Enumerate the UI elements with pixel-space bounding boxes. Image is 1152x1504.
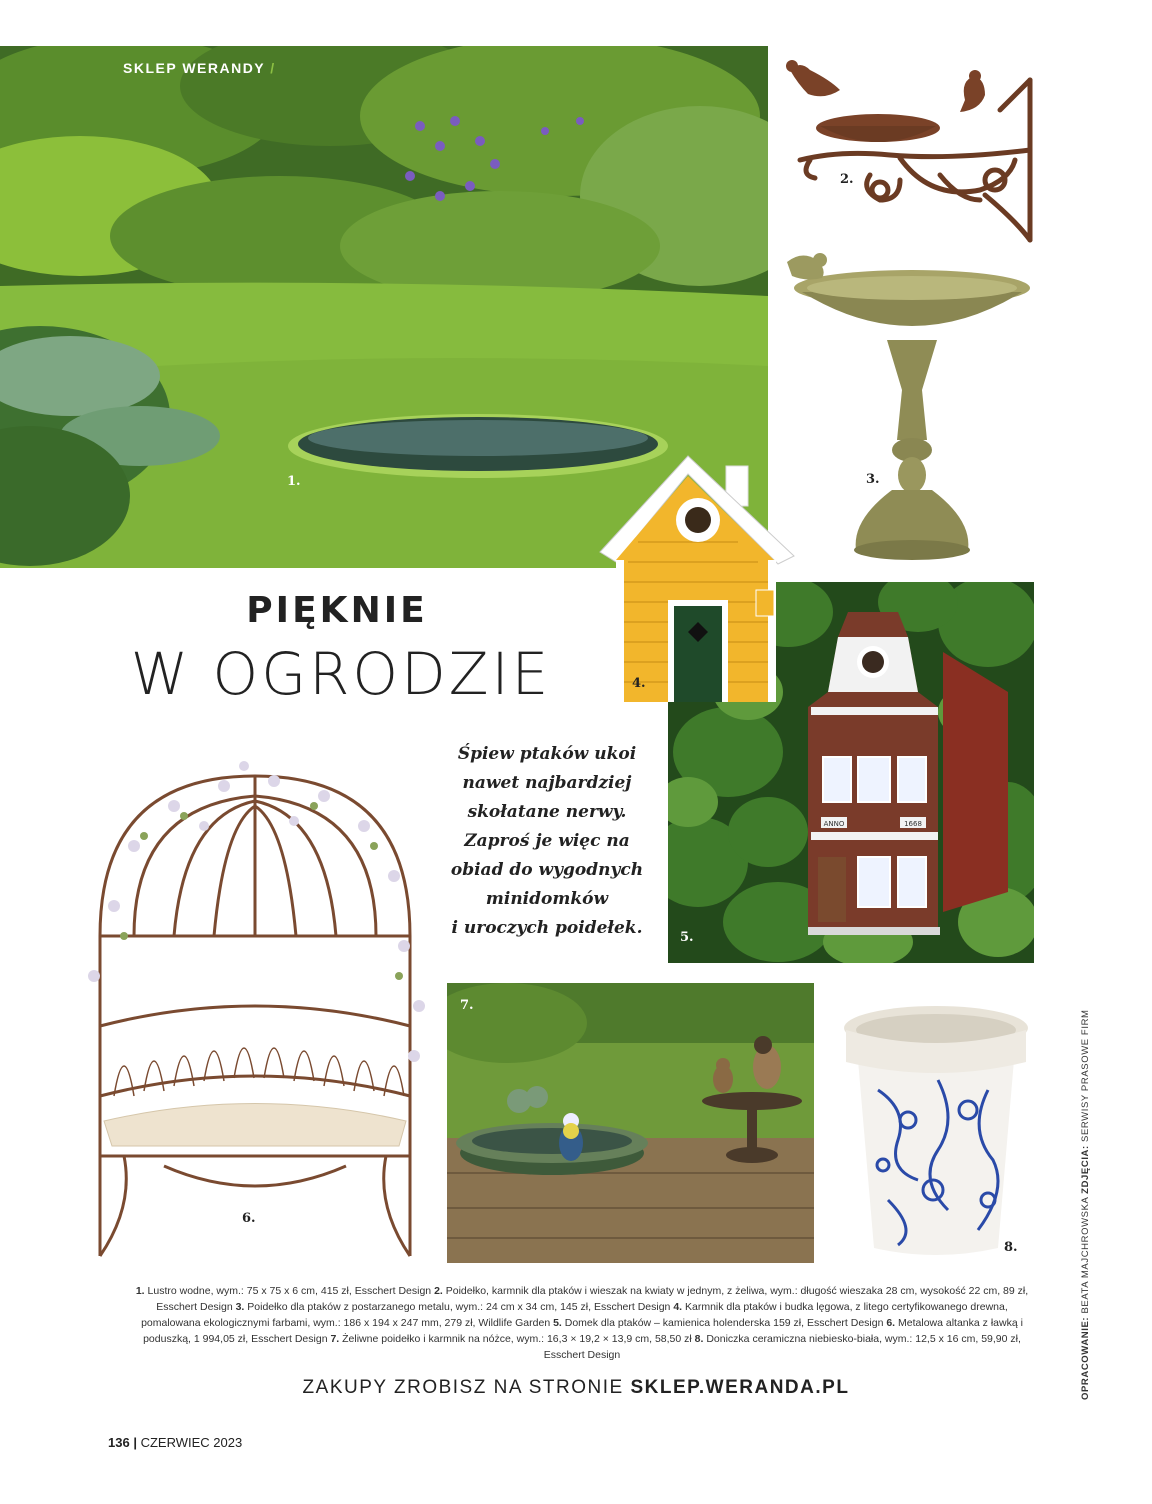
caption-number: 1. xyxy=(135,1285,145,1297)
photo-number-1: 1. xyxy=(287,474,301,489)
photo-bracket-bird-bath xyxy=(780,50,1042,250)
headline-line-2: W OGRODZIE xyxy=(130,640,552,708)
caption-number: 2. xyxy=(434,1285,443,1297)
photo-credits xyxy=(1080,980,1091,1400)
credits-photos: SERWISY PRASOWE FIRM xyxy=(1080,1009,1091,1146)
caption-number: 7. xyxy=(330,1333,340,1345)
caption-number: 6. xyxy=(886,1317,896,1329)
lead-line: Zaproś je więc na xyxy=(464,831,630,851)
photo-number-8: 8. xyxy=(1004,1240,1018,1255)
issue-date: CZERWIEC 2023 xyxy=(140,1435,243,1450)
lead-line: obiad do wygodnych xyxy=(450,860,644,880)
caption-text: Żeliwne poidełko i karmnik na nóżce, wym.: 16,3 × 19,2 × 13,9 cm, 58,50 zł xyxy=(339,1333,695,1345)
photo-number-5: 5. xyxy=(680,930,694,945)
lead-line: nawet najbardziej xyxy=(462,773,632,793)
photo-number-6: 6. xyxy=(242,1211,256,1226)
caption-text: Karmnik dla ptaków i budka lęgowa, z litego certyfikowanego drewna, pomalowana ekologicznymi farbami, wym.: 186 x 194 x 247 mm, 279 zł, Wildlife Garden xyxy=(141,1301,1008,1329)
lead-line: i uroczych poidełek. xyxy=(451,918,643,938)
section-tag: SKLEP WERANDY / xyxy=(123,60,276,76)
house-sign-year: 1668 xyxy=(904,820,922,828)
headline-line-1: PIĘKNIE xyxy=(246,590,428,631)
folio-separator: | xyxy=(129,1435,141,1450)
caption-number: 3. xyxy=(235,1301,245,1313)
caption-number: 8. xyxy=(694,1333,704,1345)
photo-number-7: 7. xyxy=(460,998,474,1013)
photo-number-3: 3. xyxy=(866,472,880,487)
lead-line: Śpiew ptaków ukoi xyxy=(457,744,637,764)
shop-url-link[interactable]: SKLEP.WERANDA.PL xyxy=(630,1377,850,1398)
caption-number: 5. xyxy=(553,1317,562,1329)
page-number: 136 xyxy=(108,1435,130,1450)
credits-label-photos: ZDJĘCIA: xyxy=(1080,1145,1091,1194)
page-folio xyxy=(108,1435,242,1450)
photo-pedestal-bird-bath xyxy=(772,250,1034,562)
credits-editor: BEATA MAJCHROWSKA xyxy=(1080,1193,1091,1317)
lead-paragraph xyxy=(436,740,658,943)
photo-number-4: 4. xyxy=(632,676,646,691)
photo-number-2: 2. xyxy=(840,172,854,187)
product-captions xyxy=(128,1283,1036,1363)
caption-text: Doniczka ceramiczna niebiesko-biała, wym.: 12,5 x 16 cm, 59,90 zł, Esschert Design xyxy=(543,1333,1021,1361)
caption-text: Poidełko dla ptaków z postarzanego metalu, wym.: 24 cm x 34 cm, 145 zł, Esschert Design xyxy=(244,1301,674,1313)
caption-text: Metalowa altanka z ławką i poduszką, 1 994,05 zł, Esschert Design xyxy=(143,1317,1023,1345)
caption-number: 4. xyxy=(673,1301,683,1313)
caption-text: Poidełko, karmnik dla ptaków i wieszak na kwiaty w jednym, z żeliwa, wym.: długość wieszaka 28 cm, wysokość 22 cm, 89 zł, Esschert Design xyxy=(156,1285,1029,1313)
lead-line: minidomków xyxy=(485,889,609,909)
shop-prefix: ZAKUPY ZROBISZ NA STRONIE xyxy=(302,1377,631,1398)
photo-ceramic-pot xyxy=(838,1000,1034,1262)
house-sign-anno: ANNO xyxy=(823,820,845,828)
caption-text: Lustro wodne, wym.: 75 x 75 x 6 cm, 415 zł, Esschert Design xyxy=(144,1285,435,1297)
photo-arbour-bench xyxy=(74,736,436,1262)
credits-label-editing: OPRACOWANIE: xyxy=(1080,1316,1091,1400)
photo-feeders-on-table xyxy=(447,983,814,1263)
shop-line xyxy=(0,1377,1152,1399)
caption-text: Domek dla ptaków – kamienica holenderska 159 zł, Esschert Design xyxy=(561,1317,887,1329)
lead-line: skołatane nerwy. xyxy=(467,802,627,822)
